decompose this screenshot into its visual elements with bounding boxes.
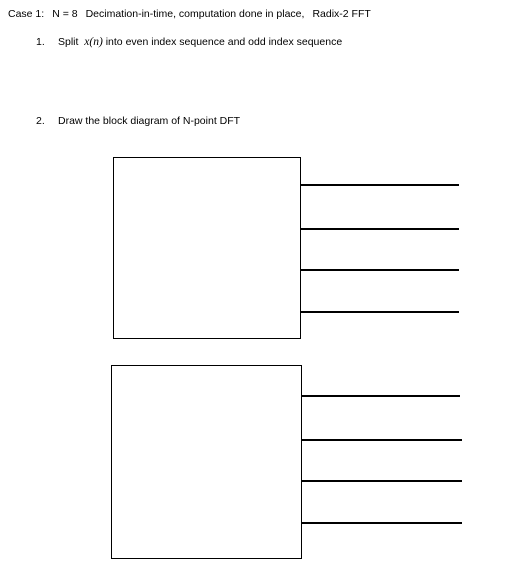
output-line-bottom-4 (302, 522, 462, 524)
n-value: N = 8 (52, 8, 78, 20)
output-line-bottom-2 (302, 439, 462, 441)
output-line-top-2 (301, 228, 459, 230)
case-description: Decimation-in-time, computation done in place, (85, 8, 305, 20)
step-2-number: 2. (36, 115, 45, 127)
step-2-text: Draw the block diagram of N-point DFT (58, 115, 241, 127)
dft-block-top (113, 157, 301, 339)
output-line-top-3 (301, 269, 459, 271)
output-line-bottom-3 (302, 480, 462, 482)
output-line-top-1 (301, 184, 459, 186)
output-line-top-4 (301, 311, 459, 313)
case-heading (8, 7, 371, 21)
output-line-bottom-1 (302, 395, 460, 397)
step-2 (36, 114, 240, 128)
case-label: Case 1: (8, 8, 45, 20)
fft-type: Radix-2 FFT (312, 8, 371, 20)
step-1-number: 1. (36, 36, 45, 48)
step-1 (36, 35, 342, 49)
step-1-text-after: into even index sequence and odd index sequence (105, 36, 343, 48)
dft-block-bottom (111, 365, 302, 559)
step-1-math: x(n) (84, 36, 103, 48)
step-1-text-before: Split (58, 36, 79, 48)
